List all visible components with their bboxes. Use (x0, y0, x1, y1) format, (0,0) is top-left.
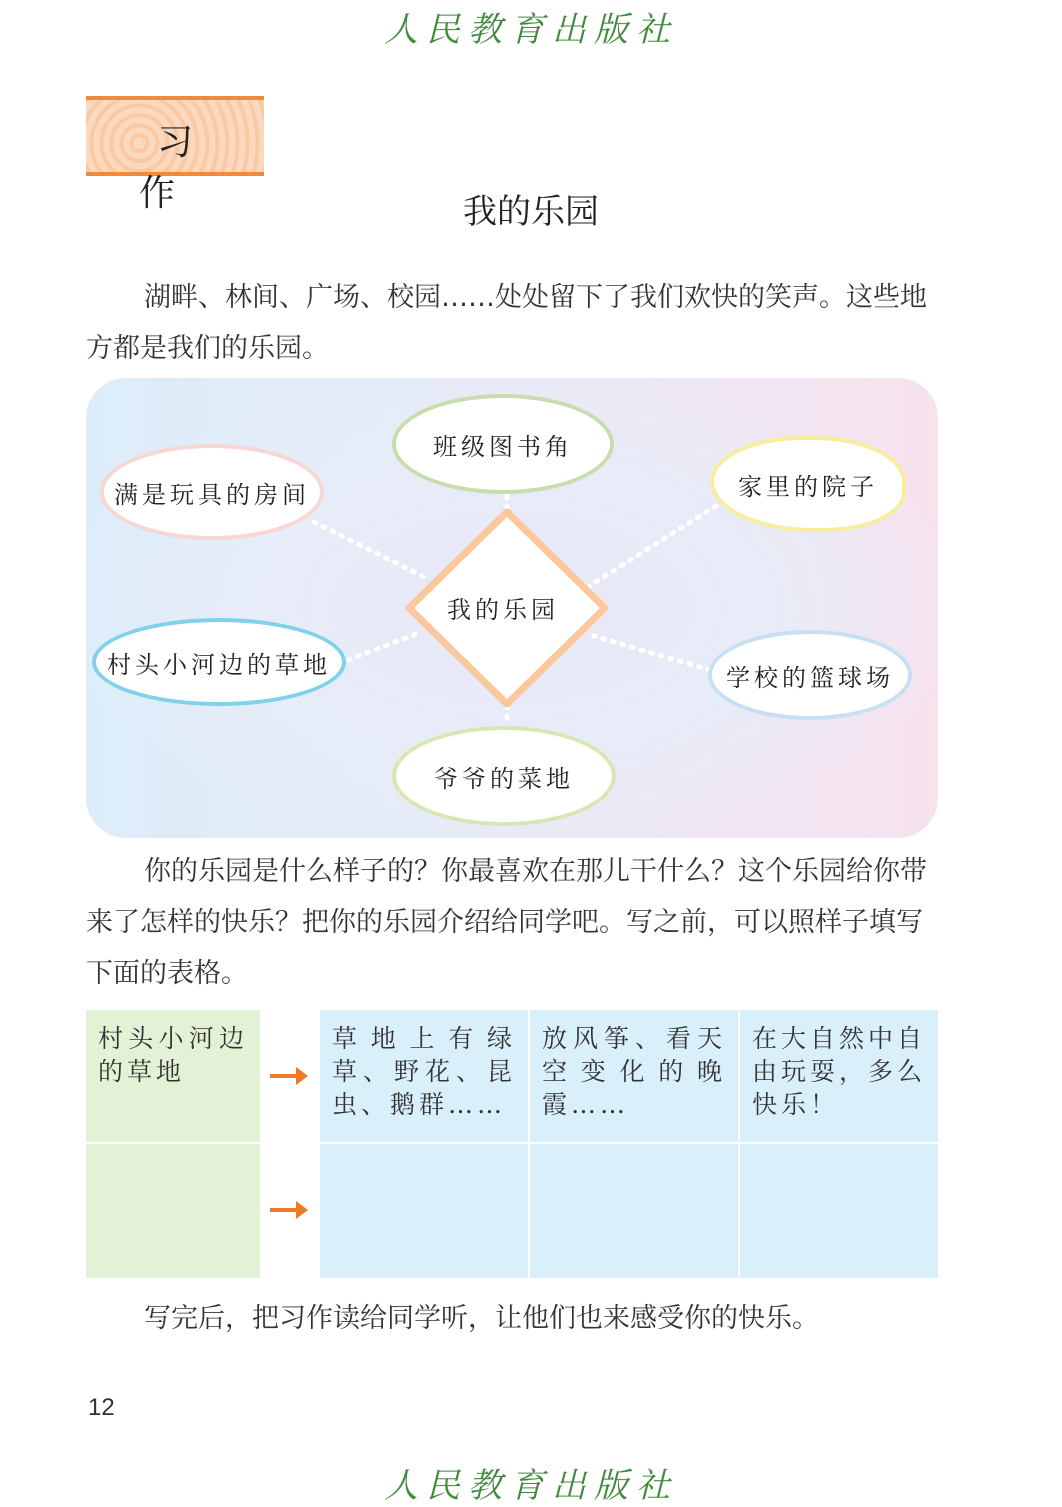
table-cell: 放风筝、看天空变化的晚霞…… (530, 1010, 738, 1142)
page-number: 12 (88, 1394, 115, 1421)
table-cell: 草地上有绿草、野花、昆虫、鹅群…… (320, 1010, 528, 1142)
node-bubble (100, 444, 324, 540)
table-cell[interactable] (740, 1144, 938, 1278)
connector-upper-right (586, 506, 716, 588)
node-label: 村头小河边的草地 (107, 650, 331, 679)
closing-paragraph: 写完后，把习作读给同学听，让他们也来感受你的快乐。 (144, 1303, 819, 1334)
connector-lower-right (594, 636, 710, 670)
node-bubble (392, 394, 614, 494)
arrow-icon (270, 1074, 304, 1078)
node-bubble (708, 630, 912, 720)
center-node-label: 我的乐园 (447, 596, 559, 624)
node-label: 满是玩具的房间 (114, 480, 310, 509)
prompt-paragraph: 你的乐园是什么样子的？你最喜欢在那儿干什么？这个乐园给你带来了怎样的快乐？把你的乐园介绍给同学吧。写之前，可以照样子填写下面的表格。 (86, 856, 927, 989)
publisher-header: 人民教育出版社 (384, 10, 678, 50)
node-label: 学校的篮球场 (726, 663, 894, 692)
connector-upper-left (314, 522, 426, 578)
table-cell[interactable] (320, 1144, 528, 1278)
page-title: 我的乐园 (463, 192, 599, 232)
section-tag-label: 习作 (138, 122, 229, 214)
node-label: 爷爷的菜地 (434, 764, 574, 793)
arrow-icon (270, 1208, 304, 1212)
node-bubble (92, 618, 346, 706)
table-cell[interactable] (530, 1144, 738, 1278)
intro-paragraph: 湖畔、林间、广场、校园……处处留下了我们欢快的笑声。这些地方都是我们的乐园。 (86, 282, 927, 364)
section-tag (86, 96, 264, 214)
connector-lower-left (348, 634, 416, 660)
node-bubble (392, 726, 616, 826)
planning-table (86, 1010, 938, 1278)
table-place-cell: 村头小河边的草地 (86, 1010, 260, 1142)
node-label: 家里的院子 (738, 472, 878, 501)
node-label: 班级图书角 (433, 432, 573, 461)
publisher-footer: 人民教育出版社 (384, 1466, 678, 1506)
table-place-cell[interactable] (86, 1144, 260, 1278)
table-cell: 在大自然中自由玩耍，多么快乐！ (740, 1010, 938, 1142)
mind-map-diagram (86, 378, 938, 838)
